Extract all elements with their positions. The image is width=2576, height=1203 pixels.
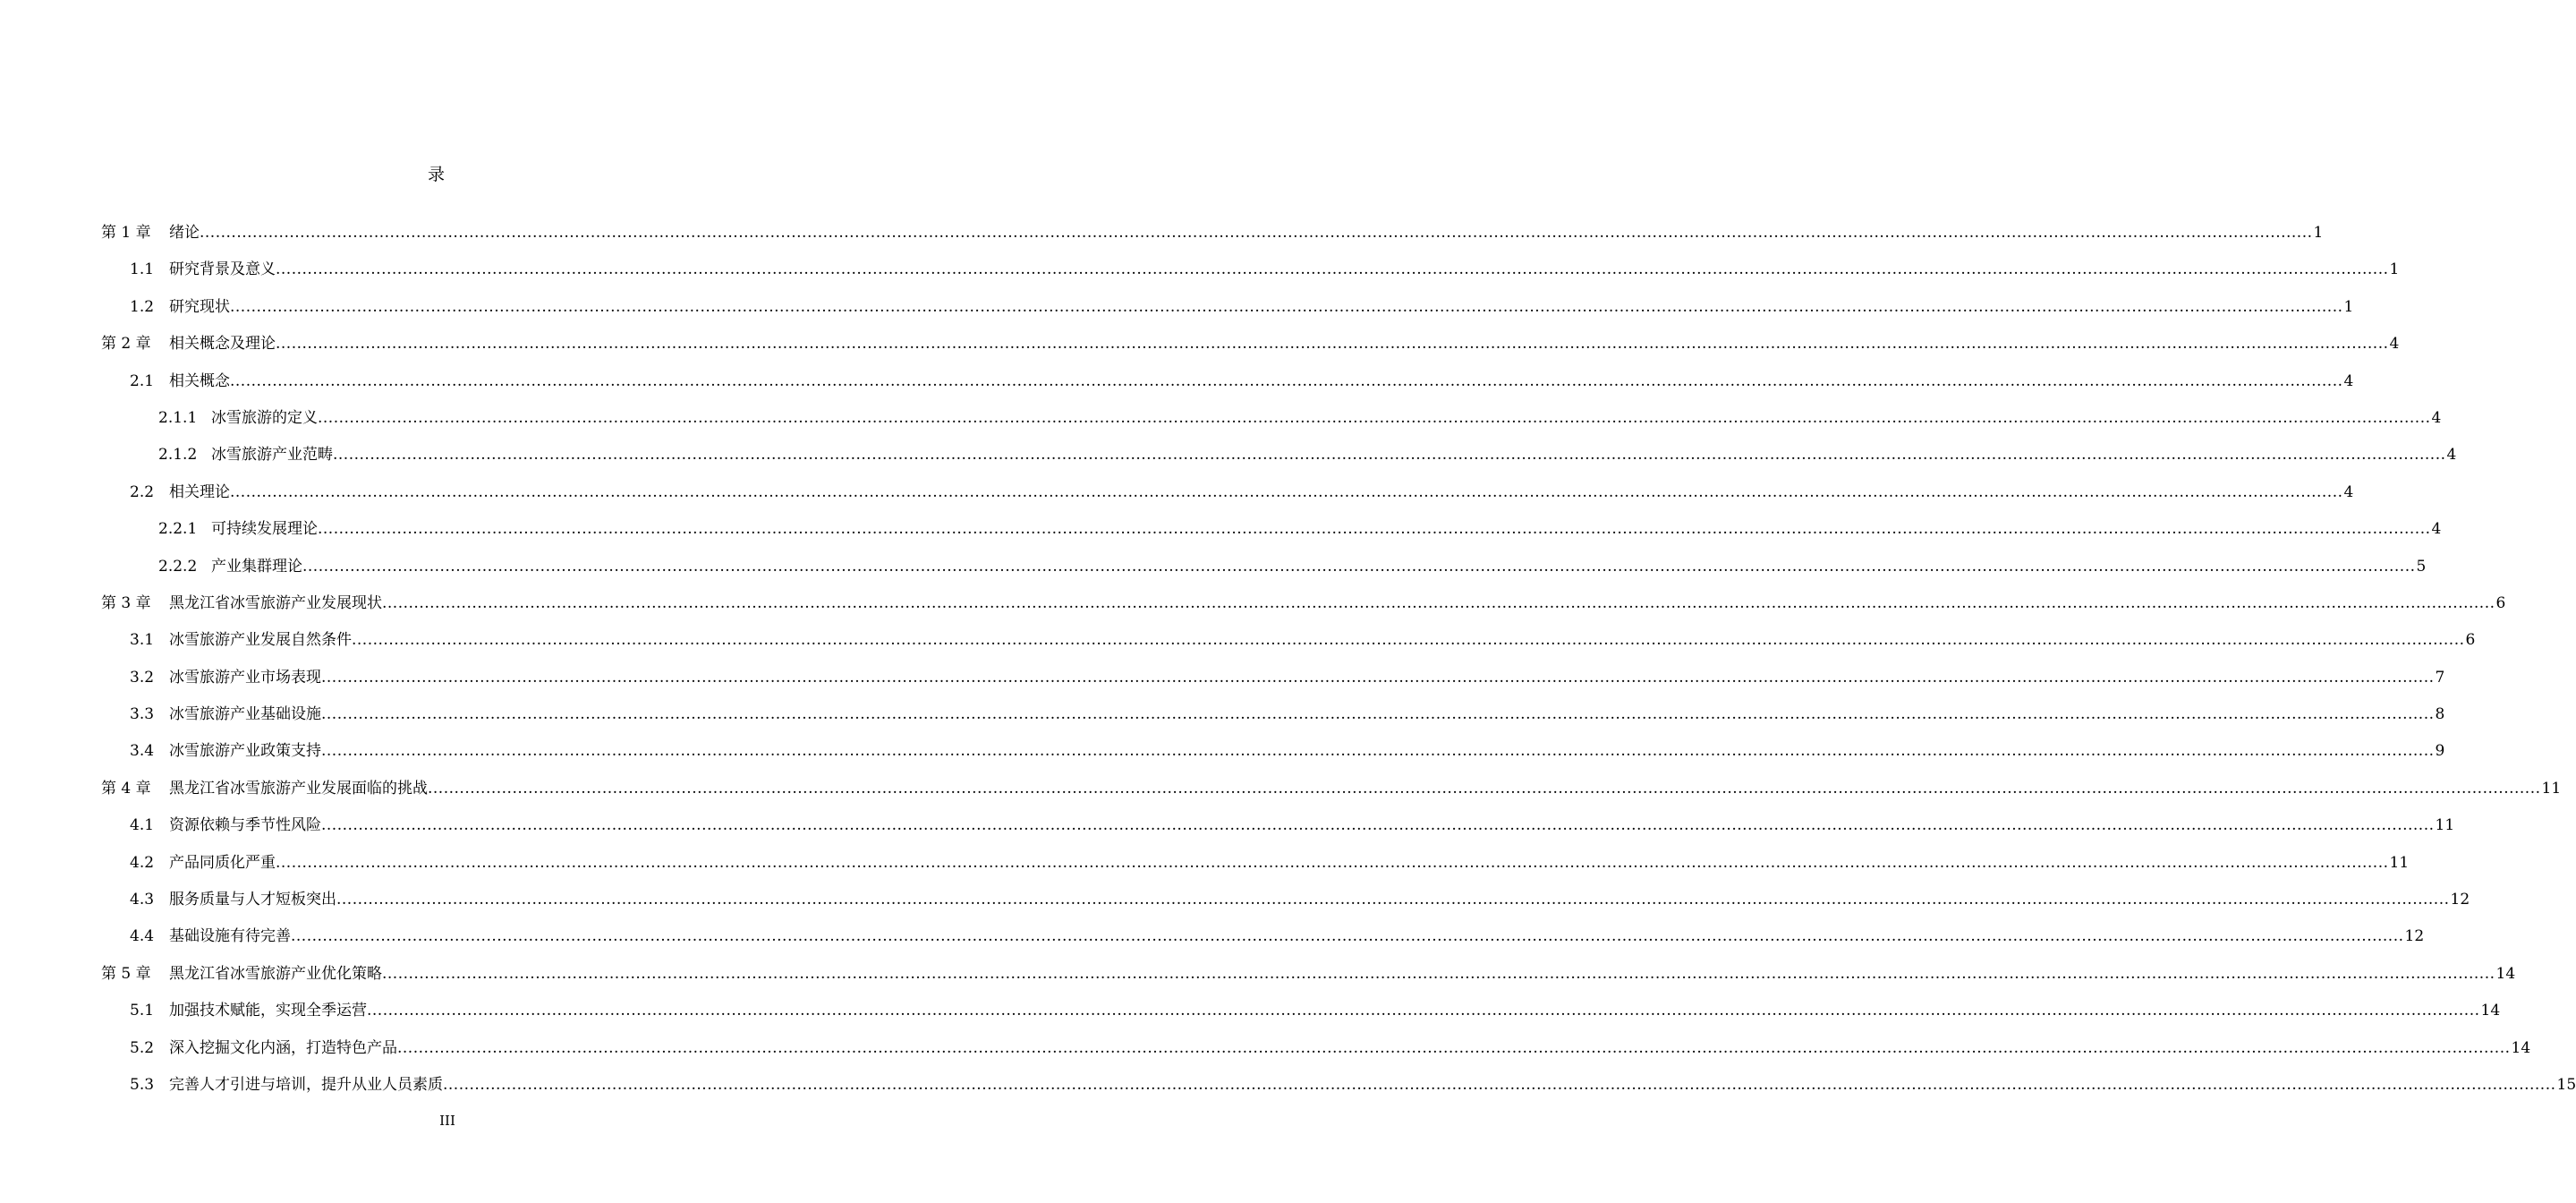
- toc-entry-title: 服务质量与人才短板突出: [169, 891, 336, 909]
- toc-entry-number: 2.2.1: [158, 520, 198, 539]
- toc-leader-dots: ................................................................................................................................................................................................................................................................................................................................................................................................................: [336, 891, 2450, 909]
- toc-entry[interactable]: [0, 922, 2425, 959]
- toc-entry-line: [211, 515, 2442, 543]
- toc-entry-title: 研究现状: [169, 297, 230, 316]
- toc-entry-line: [169, 849, 2410, 877]
- toc-entry-page: 8: [2435, 705, 2445, 724]
- toc-entry-number: 5.2: [130, 1038, 155, 1057]
- toc-entry[interactable]: [0, 849, 2410, 885]
- toc-entry-title: 加强技术赋能，实现全季运营: [169, 1002, 367, 1020]
- toc-entry-number: 2.1.2: [158, 446, 198, 465]
- toc-entry-number: 2.2: [130, 482, 155, 501]
- toc-entry[interactable]: [0, 478, 2354, 515]
- toc-entry[interactable]: [0, 589, 2506, 626]
- toc-entry-page: 14: [2480, 1002, 2501, 1020]
- toc-entry-number: 4.2: [130, 853, 155, 872]
- toc-entry-page: 4: [2389, 335, 2400, 354]
- toc-entry-title: 黑龙江省冰雪旅游产业发展现状: [169, 593, 382, 612]
- toc-entry-number: 1.2: [130, 297, 155, 316]
- toc-entry-line: [169, 885, 2470, 914]
- toc-entry-page: 12: [2404, 927, 2425, 946]
- toc-entry-page: 4: [2446, 446, 2457, 465]
- toc-entry[interactable]: [0, 996, 2501, 1033]
- toc-entry-number: 第 2 章: [101, 335, 151, 354]
- toc-leader-dots: ................................................................................................................................................................................................................................................................................................................................................................................................................: [230, 297, 2343, 316]
- toc-leader-dots: ................................................................................................................................................................................................................................................................................................................................................................................................................: [291, 927, 2404, 946]
- toc-entry-page: 5: [2416, 557, 2427, 576]
- toc-entry-number: 第 5 章: [101, 964, 151, 983]
- toc-entry-title: 冰雪旅游产业政策支持: [169, 742, 321, 761]
- toc-leader-dots: ................................................................................................................................................................................................................................................................................................................................................................................................................: [321, 816, 2435, 835]
- toc-entry-number: 4.4: [130, 927, 155, 946]
- toc-entry-title: 冰雪旅游产业范畴: [211, 446, 333, 465]
- toc-entry-page: 7: [2435, 668, 2445, 687]
- toc-entry-number: 第 4 章: [101, 779, 151, 798]
- toc-title: 录: [427, 165, 445, 184]
- toc-entry-number: 5.3: [130, 1075, 155, 1094]
- toc-entry-title: 相关概念: [169, 371, 230, 390]
- toc-entry-title: 黑龙江省冰雪旅游产业优化策略: [169, 964, 382, 983]
- toc-leader-dots: ................................................................................................................................................................................................................................................................................................................................................................................................................: [443, 1075, 2556, 1094]
- toc-entry-line: [169, 811, 2455, 840]
- toc-entry-title: 黑龙江省冰雪旅游产业发展面临的挑战: [169, 779, 428, 798]
- toc-entry[interactable]: [0, 218, 2324, 255]
- toc-entry-title: 相关概念及理论: [169, 335, 276, 354]
- toc-leader-dots: ................................................................................................................................................................................................................................................................................................................................................................................................................: [318, 520, 2431, 539]
- toc-entry-title: 产业集群理论: [211, 557, 302, 576]
- toc-entry-page: 1: [2313, 224, 2324, 242]
- toc-entry-line: [169, 367, 2354, 396]
- toc-entry-page: 9: [2435, 742, 2445, 761]
- toc-entry[interactable]: [0, 552, 2427, 589]
- toc-leader-dots: ................................................................................................................................................................................................................................................................................................................................................................................................................: [321, 742, 2435, 761]
- toc-entry-line: [169, 1071, 2576, 1099]
- toc-entry-number: 2.2.2: [158, 557, 198, 576]
- toc-leader-dots: ................................................................................................................................................................................................................................................................................................................................................................................................................: [302, 557, 2416, 576]
- toc-leader-dots: ................................................................................................................................................................................................................................................................................................................................................................................................................: [333, 446, 2446, 465]
- toc-entry[interactable]: [0, 626, 2476, 662]
- toc-entry-line: [169, 218, 2324, 247]
- toc-entry[interactable]: [0, 515, 2442, 551]
- toc-entry-title: 冰雪旅游产业基础设施: [169, 705, 321, 724]
- toc-entry-line: [169, 663, 2445, 692]
- toc-entry-page: 4: [2343, 482, 2354, 501]
- toc-entry-line: [169, 737, 2445, 765]
- toc-entry-line: [169, 1034, 2531, 1062]
- toc-entry-number: 3.1: [130, 631, 155, 650]
- toc-entry[interactable]: [0, 329, 2400, 366]
- toc-entry-number: 3.3: [130, 705, 155, 724]
- toc-entry-title: 研究背景及意义: [169, 260, 276, 279]
- toc-leader-dots: ................................................................................................................................................................................................................................................................................................................................................................................................................: [352, 631, 2465, 650]
- toc-leader-dots: ................................................................................................................................................................................................................................................................................................................................................................................................................: [321, 705, 2435, 724]
- toc-entry-line: [169, 960, 2516, 988]
- toc-entry-title: 冰雪旅游产业市场表现: [169, 668, 321, 687]
- toc-entry-line: [211, 552, 2427, 581]
- toc-entry-page: 11: [2541, 779, 2562, 798]
- toc-leader-dots: ................................................................................................................................................................................................................................................................................................................................................................................................................: [318, 408, 2431, 427]
- toc-entry[interactable]: [0, 367, 2354, 404]
- toc-leader-dots: ................................................................................................................................................................................................................................................................................................................................................................................................................: [276, 335, 2389, 354]
- toc-entry-line: [169, 255, 2400, 284]
- toc-entry-line: [169, 293, 2354, 321]
- toc-entry[interactable]: [0, 255, 2400, 292]
- toc-entry[interactable]: [0, 811, 2455, 848]
- toc-entry[interactable]: [0, 404, 2442, 440]
- toc-leader-dots: ................................................................................................................................................................................................................................................................................................................................................................................................................: [397, 1038, 2511, 1057]
- page-number: III: [439, 1113, 455, 1129]
- toc-entry-number: 第 3 章: [101, 593, 151, 612]
- toc-entry-title: 相关理论: [169, 482, 230, 501]
- toc-entry-title: 冰雪旅游产业发展自然条件: [169, 631, 352, 650]
- toc-entry-number: 5.1: [130, 1002, 155, 1020]
- toc-entry-page: 4: [2431, 408, 2442, 427]
- toc-entry-title: 产品同质化严重: [169, 853, 276, 872]
- toc-entry-page: 1: [2389, 260, 2400, 279]
- toc-leader-dots: ................................................................................................................................................................................................................................................................................................................................................................................................................: [428, 779, 2541, 798]
- toc-entry-number: 2.1.1: [158, 408, 198, 427]
- toc-leader-dots: ................................................................................................................................................................................................................................................................................................................................................................................................................: [276, 260, 2389, 279]
- toc-entry-line: [169, 589, 2506, 618]
- toc-entry-line: [169, 774, 2562, 803]
- toc-entry[interactable]: [0, 960, 2516, 996]
- toc-entry-number: 第 1 章: [101, 224, 151, 242]
- toc-leader-dots: ................................................................................................................................................................................................................................................................................................................................................................................................................: [200, 224, 2313, 242]
- toc-leader-dots: ................................................................................................................................................................................................................................................................................................................................................................................................................: [382, 593, 2495, 612]
- toc-entry-page: 11: [2389, 853, 2410, 872]
- toc-entry-title: 完善人才引进与培训，提升从业人员素质: [169, 1075, 443, 1094]
- toc-entry-page: 14: [2511, 1038, 2531, 1057]
- toc-entry-page: 4: [2431, 520, 2442, 539]
- toc-entry-line: [211, 404, 2442, 432]
- toc-entry-number: 2.1: [130, 371, 155, 390]
- toc-entry-title: 冰雪旅游的定义: [211, 408, 318, 427]
- toc-entry[interactable]: [0, 293, 2354, 329]
- toc-entry-number: 4.1: [130, 816, 155, 835]
- toc-leader-dots: ................................................................................................................................................................................................................................................................................................................................................................................................................: [230, 482, 2343, 501]
- toc-entry-page: 14: [2495, 964, 2516, 983]
- toc-entry[interactable]: [0, 1071, 2576, 1107]
- toc-entry-page: 4: [2343, 371, 2354, 390]
- toc-entry-line: [169, 922, 2425, 951]
- toc-entry-title: 可持续发展理论: [211, 520, 318, 539]
- toc-entry[interactable]: [0, 700, 2445, 737]
- toc-entry-number: 3.4: [130, 742, 155, 761]
- toc-entry-number: 4.3: [130, 891, 155, 909]
- toc-entry-page: 1: [2343, 297, 2354, 316]
- toc-entry-line: [169, 329, 2400, 358]
- toc-leader-dots: ................................................................................................................................................................................................................................................................................................................................................................................................................: [382, 964, 2495, 983]
- toc-entry[interactable]: [0, 440, 2457, 477]
- toc-entry-page: 11: [2435, 816, 2455, 835]
- toc-entry[interactable]: [0, 1034, 2531, 1071]
- table-of-contents: [0, 218, 2576, 1107]
- toc-entry-line: [169, 700, 2445, 729]
- toc-entry-title: 深入挖掘文化内涵，打造特色产品: [169, 1038, 397, 1057]
- toc-entry-number: 3.2: [130, 668, 155, 687]
- toc-leader-dots: ................................................................................................................................................................................................................................................................................................................................................................................................................: [230, 371, 2343, 390]
- toc-leader-dots: ................................................................................................................................................................................................................................................................................................................................................................................................................: [367, 1002, 2480, 1020]
- toc-entry-page: 15: [2556, 1075, 2576, 1094]
- toc-entry-line: [169, 478, 2354, 507]
- toc-leader-dots: ................................................................................................................................................................................................................................................................................................................................................................................................................: [276, 853, 2389, 872]
- toc-leader-dots: ................................................................................................................................................................................................................................................................................................................................................................................................................: [321, 668, 2435, 687]
- toc-entry-line: [169, 626, 2476, 654]
- toc-entry-title: 基础设施有待完善: [169, 927, 291, 946]
- toc-entry-number: 1.1: [130, 260, 155, 279]
- toc-entry-page: 6: [2495, 593, 2506, 612]
- toc-entry-title: 资源依赖与季节性风险: [169, 816, 321, 835]
- toc-entry-title: 绪论: [169, 224, 200, 242]
- toc-entry-line: [211, 440, 2457, 469]
- toc-entry-page: 6: [2465, 631, 2476, 650]
- toc-entry-page: 12: [2450, 891, 2470, 909]
- toc-entry[interactable]: [0, 737, 2445, 773]
- toc-entry[interactable]: [0, 885, 2470, 922]
- toc-entry[interactable]: [0, 663, 2445, 700]
- toc-entry[interactable]: [0, 774, 2562, 811]
- toc-entry-line: [169, 996, 2501, 1025]
